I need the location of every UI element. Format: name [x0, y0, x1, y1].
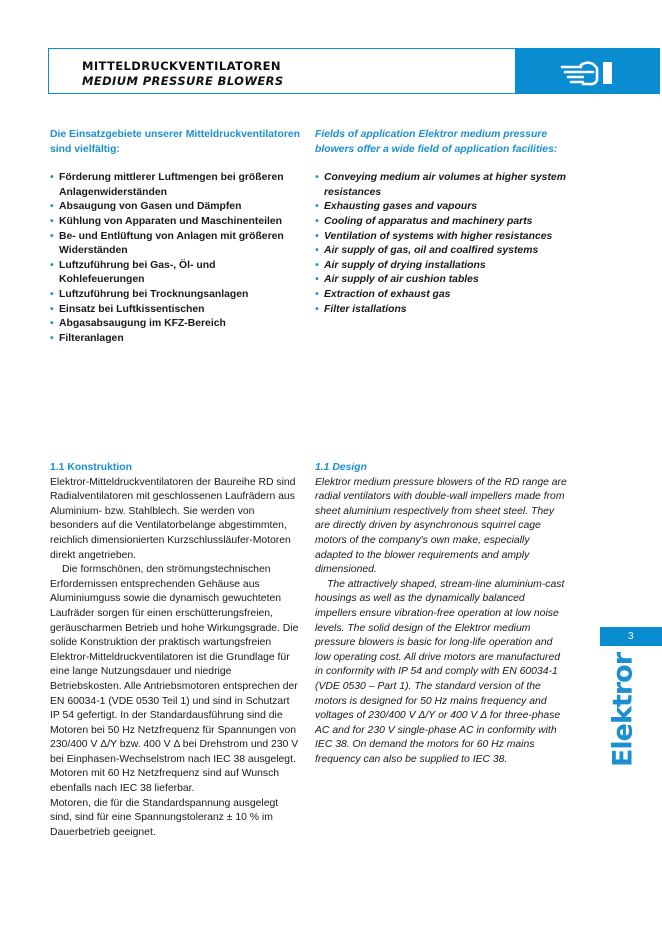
list-item: • Conveying medium air volumes at higher system resistances [315, 171, 567, 200]
list-item: • Luftzuführung bei Gas-, Öl- und Kohlefeuerungen [50, 259, 302, 288]
page-number: 3 [600, 627, 662, 646]
section-title-en: 1.1 Design [315, 462, 367, 473]
applications-en [315, 128, 567, 317]
list-item: • Förderung mittlerer Luftmengen bei größeren Anlagenwiderständen [50, 171, 302, 200]
paragraph-de-1: Elektror-Mitteldruckventilatoren der Baureihe RD sind Radialventilatoren mit geschlossenen Laufrädern aus Aluminium- bzw. Stahlblech. Sie werden von besonders auf die Ventilatorbelange abgestimmten, reichlich dimensionierten Kurzschlussläufer-Motoren direkt angetrieben. [50, 476, 296, 561]
list-item: • Kühlung von Apparaten und Maschinenteilen [50, 215, 302, 230]
title-english: MEDIUM PRESSURE BLOWERS [82, 74, 284, 88]
list-item: • Luftzuführung bei Trocknungsanlagen [50, 288, 302, 303]
list-item: • Exhausting gases and vapours [315, 200, 567, 215]
list-item: • Air supply of air cushion tables [315, 273, 567, 288]
paragraph-en-1: Elektror medium pressure blowers of the RD range are radial ventilators with double-wall impellers made from sheet aluminium respectively from sheet steel. They are directly driven by asynchronous squirrel cage motors of the company's own make, especially adapted to the blower requirements and amply dimensioned. [315, 476, 567, 576]
intro-en: Fields of application Elektror medium pressure blowers offer a wide field of application facilities: [315, 129, 558, 155]
brand-logo [594, 652, 652, 768]
brand-name: Elektror [607, 652, 639, 768]
list-item: • Absaugung von Gasen und Dämpfen [50, 200, 302, 215]
applications-de [50, 128, 302, 346]
intro-de: Die Einsatzgebiete unserer Mitteldruckventilatoren sind vielfältig: [50, 129, 301, 155]
construction-de [50, 461, 302, 840]
list-item: • Extraction of exhaust gas [315, 288, 567, 303]
list-item: • Ventilation of systems with higher resistances [315, 230, 567, 245]
section-title-de: 1.1 Konstruktion [50, 462, 132, 473]
page-header [48, 48, 660, 94]
list-item: • Einsatz bei Luftkissentischen [50, 303, 302, 318]
application-list-de [50, 171, 302, 346]
list-item: • Cooling of apparatus and machinery parts [315, 215, 567, 230]
list-item: • Filteranlagen [50, 332, 302, 347]
pointing-hand-icon [559, 58, 617, 86]
header-logo-panel [515, 49, 659, 93]
page-title [82, 59, 284, 89]
paragraph-de-3: Motoren, die für die Standardspannung ausgelegt sind, sind für eine Spannungstoleranz ± 10 % im Dauerbetrieb geeignet. [50, 797, 279, 838]
list-item: • Filter istallations [315, 303, 567, 318]
paragraph-de-2: Die formschönen, den strömungstechnischen Erfordernissen entsprechenden Gehäuse aus Aluminiumguss sowie die dynamisch gewuchteten Laufräder sorgen für einen erschütterungsfreien, geräuscharmen Betrieb und hohe Wirkungsgrade. Die solide Konstruktion der praktisch wartungsfreien Elektror-Mitteldruckventilatoren ist die Grundlage für eine lange Nutzungsdauer und niedrige Betriebskosten. Alle Antriebsmotoren entsprechen der EN 60034-1 (VDE 0530 Teil 1) und sind in Schutzart IP 54 gefertigt. In der Standardausführung sind die Motoren bei 50 Hz Netzfrequenz für Spannungen von 230/400 V Δ/Υ bzw. 400 V Δ bei Drehstrom und 230 V bei Einphasen-Wechselstrom nach IEC 38 ausgelegt. Motoren mit 60 Hz Netzfrequenz sind auf Wunsch ebenfalls nach IEC 38 lieferbar. [50, 564, 299, 795]
paragraph-en-2: The attractively shaped, stream-line aluminium-cast housings as well as the dynamically balanced impellers ensure vibration-free operation at low noise levels. The solid design of the Elektror medium pressure blowers is basic for long-life operation and low operating cost. All drive motors are manufactured in conformity with IP 54 and comply with EN 60034-1 (VDE 0530 – Part 1). The standard version of the motors is designed for 50 Hz mains frequency and voltages of 230/400 V Δ/Υ or 400 V Δ for three-phase AC and for 230 V single-phase AC in conformity with IEC 38. On demand the motors for 60 Hz mains frequency can also be supplied to IEC 38. [315, 578, 565, 765]
application-list-en [315, 171, 567, 317]
list-item: • Air supply of drying installations [315, 259, 567, 274]
list-item: • Abgasabsaugung im KFZ-Bereich [50, 317, 302, 332]
list-item: • Air supply of gas, oil and coalfired systems [315, 244, 567, 259]
title-german: MITTELDRUCKVENTILATOREN [82, 59, 281, 73]
list-item: • Be- und Entlüftung von Anlagen mit größeren Widerständen [50, 230, 302, 259]
construction-en [315, 461, 567, 767]
